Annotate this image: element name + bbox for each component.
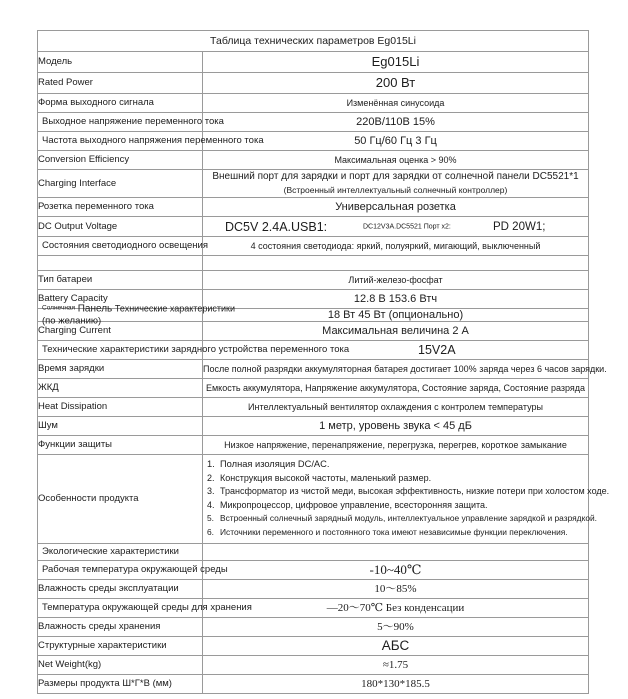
row-value-charging-current: Максимальная величина 2 А bbox=[203, 322, 589, 341]
row-label-storage-humidity: Влажность среды хранения bbox=[38, 617, 203, 636]
ac-charger-value: 15V2A bbox=[418, 343, 456, 357]
table-row bbox=[38, 579, 589, 598]
row-label-led-states-text: Состояния светодиодного освещения bbox=[42, 240, 209, 251]
row-label-storage-temperature bbox=[38, 598, 252, 617]
row-label-solar-panel-text bbox=[42, 303, 235, 328]
row-label-heat-dissipation: Heat Dissipation bbox=[38, 398, 203, 417]
row-value-conversion-efficiency: Максимальная оценка > 90% bbox=[203, 151, 589, 170]
feature-text: Полная изоляция DC/AC. bbox=[220, 459, 330, 469]
feature-number: 3. bbox=[207, 486, 215, 497]
row-label-conversion-efficiency: Conversion Efficiency bbox=[38, 151, 203, 170]
row-value-led-states: 4 состояния светодиода: яркий, полуяркий, мигающий, выключенный bbox=[203, 237, 589, 256]
row-label-lcd: ЖКД bbox=[38, 379, 203, 398]
solar-label-part2: Панель bbox=[77, 303, 113, 315]
list-item bbox=[205, 526, 588, 540]
table-row bbox=[38, 132, 589, 151]
row-value-lcd: Емкость аккумулятора, Напряжение аккумулятора, Состояние заряда, Состояние разряда bbox=[203, 379, 589, 398]
row-value-charging-time: После полной разрядки аккумуляторная батарея достигает 100% заряда через 6 часов зарядки. bbox=[203, 360, 589, 379]
row-label-dc-output-voltage: DC Output Voltage bbox=[38, 217, 203, 237]
feature-number: 5. bbox=[207, 513, 214, 524]
table-row bbox=[38, 217, 589, 237]
row-value-solar-panel: 18 Вт 45 Вт (опционально) bbox=[203, 309, 589, 322]
row-value-ac-frequency: 50 Гц/60 Гц 3 Гц bbox=[203, 132, 589, 151]
row-label-operating-temperature bbox=[38, 560, 228, 579]
feature-number: 2. bbox=[207, 472, 215, 483]
row-label-ac-charger-spec bbox=[38, 341, 350, 360]
solar-label-part3: Технические характеристики bbox=[114, 303, 235, 314]
row-value-noise: 1 метр, уровень звука < 45 дБ bbox=[203, 417, 589, 436]
row-value-heat-dissipation: Интеллектуальный вентилятор охлаждения с контролем температуры bbox=[203, 398, 589, 417]
table-title: Таблица технических параметров Eg015Li bbox=[38, 31, 589, 52]
row-value-structure: АБС bbox=[203, 636, 589, 655]
table-row bbox=[38, 436, 589, 455]
table-row bbox=[38, 94, 589, 113]
row-value-dimensions: 180*130*185.5 bbox=[203, 674, 589, 693]
row-value-battery-capacity: 12.8 В 153.6 Втч bbox=[203, 290, 589, 309]
table-row bbox=[38, 73, 589, 94]
row-value-product-features bbox=[203, 455, 610, 544]
row-label-ac-charger-spec-text: Технические характеристики зарядного устройства переменного тока bbox=[42, 344, 350, 355]
spacer-cell-right bbox=[203, 256, 589, 271]
spacer-cell-left bbox=[38, 256, 203, 271]
dc-output-pd: PD 20W1; bbox=[493, 220, 546, 233]
table-row bbox=[38, 151, 589, 170]
list-item bbox=[205, 472, 588, 486]
table-row bbox=[38, 198, 589, 217]
table-row bbox=[38, 271, 589, 290]
row-value-storage-temperature: —20～70℃ Без конденсации bbox=[203, 598, 589, 617]
row-label-ac-output-voltage-text: Выходное напряжение переменного тока bbox=[42, 116, 224, 127]
row-value-ac-socket: Универсальная розетка bbox=[203, 198, 589, 217]
solar-label-part4: (по желанию) bbox=[42, 315, 102, 327]
row-label-storage-temperature-text: Температура окружающей среды для хранения bbox=[42, 601, 252, 613]
row-label-ac-frequency-text: Частота выходного напряжения переменного тока bbox=[42, 135, 264, 146]
feature-number: 1. bbox=[207, 459, 215, 469]
table-row bbox=[38, 360, 589, 379]
row-label-charging-current: Charging Current bbox=[38, 322, 203, 341]
row-label-charging-interface: Charging Interface bbox=[38, 170, 203, 198]
table-row bbox=[38, 674, 589, 693]
row-value-dc-output-voltage bbox=[203, 217, 589, 237]
row-value-protection: Низкое напряжение, перенапряжение, перегрузка, перегрев, короткое замыкание bbox=[203, 436, 589, 455]
row-label-waveform: Форма выходного сигнала bbox=[38, 94, 203, 113]
section-spacer-row bbox=[38, 256, 589, 271]
row-label-led-states bbox=[38, 237, 209, 256]
row-label-environmental-section bbox=[38, 543, 203, 560]
product-features-list bbox=[203, 455, 610, 543]
table-row-section-header bbox=[38, 543, 589, 560]
list-item bbox=[205, 485, 610, 499]
table-row bbox=[38, 598, 589, 617]
table-row-product-features bbox=[38, 455, 589, 544]
table-row bbox=[38, 237, 589, 256]
row-label-battery-type: Тип батареи bbox=[38, 271, 203, 290]
list-item bbox=[205, 512, 597, 526]
row-label-product-features: Особенности продукта bbox=[38, 455, 203, 544]
table-row bbox=[38, 379, 589, 398]
row-value-model: Eg015Li bbox=[203, 52, 589, 73]
table-row bbox=[38, 309, 589, 322]
charging-interface-line2: (Встроенный интеллектуальный солнечный контроллер) bbox=[283, 185, 508, 195]
row-value-charging-interface bbox=[203, 170, 589, 198]
row-label-ac-output-voltage bbox=[38, 113, 224, 132]
table-row bbox=[38, 113, 589, 132]
table-row bbox=[38, 560, 589, 579]
row-label-protection: Функции защиты bbox=[38, 436, 203, 455]
row-label-operating-humidity: Влажность среды эксплуатации bbox=[38, 579, 203, 598]
table-row bbox=[38, 341, 589, 360]
row-value-waveform: Изменённая синусоида bbox=[203, 94, 589, 113]
spec-table-container bbox=[37, 30, 610, 694]
row-value-operating-humidity: 10～85% bbox=[203, 579, 589, 598]
row-label-solar-panel bbox=[38, 303, 235, 327]
feature-number: 4. bbox=[207, 499, 215, 510]
list-item bbox=[205, 499, 588, 513]
row-label-structure: Структурные характеристики bbox=[38, 636, 203, 655]
table-row bbox=[38, 398, 589, 417]
table-row bbox=[38, 617, 589, 636]
feature-text: Трансформатор из чистой меди, высокая эффективность, низкие потери при холостом ходе. bbox=[220, 486, 610, 497]
row-value-operating-temperature: -10~40℃ bbox=[203, 560, 589, 579]
solar-label-part1: Солнечная bbox=[42, 304, 76, 312]
row-label-model: Модель bbox=[38, 52, 203, 73]
table-row bbox=[38, 52, 589, 73]
feature-number: 6. bbox=[207, 526, 214, 537]
row-value-environmental-section bbox=[203, 543, 589, 560]
dc-output-dc5521: DC12V3A.DC5521 Порт x2: bbox=[363, 223, 451, 230]
feature-text: Встроенный солнечный зарядный модуль, интеллектуальное управление зарядкой и разрядкой. bbox=[220, 513, 597, 524]
dc-output-usb1: DC5V 2.4A.USB1: bbox=[225, 219, 328, 234]
row-label-rated-power: Rated Power bbox=[38, 73, 203, 94]
row-label-ac-socket: Розетка переменного тока bbox=[38, 198, 203, 217]
row-value-net-weight: ≈1.75 bbox=[203, 655, 589, 674]
feature-text: Конструкция высокой частоты, маленький размер. bbox=[220, 472, 432, 483]
row-label-operating-temperature-text: Рабочая температура окружающей среды bbox=[42, 563, 228, 575]
row-value-storage-humidity: 5～90% bbox=[203, 617, 589, 636]
technical-parameters-table bbox=[37, 30, 610, 694]
feature-text: Источники переменного и постоянного тока имеют независимые функции переключения. bbox=[220, 526, 568, 537]
row-label-noise: Шум bbox=[38, 417, 203, 436]
row-label-battery-capacity: Battery Capacity bbox=[38, 290, 203, 309]
table-title-row bbox=[38, 31, 589, 52]
row-value-rated-power: 200 Вт bbox=[203, 73, 589, 94]
table-row bbox=[38, 170, 589, 198]
list-item bbox=[205, 458, 588, 472]
table-row bbox=[38, 636, 589, 655]
row-label-charging-time: Время зарядки bbox=[38, 360, 203, 379]
row-label-ac-frequency bbox=[38, 132, 264, 151]
table-row bbox=[38, 655, 589, 674]
row-label-environmental-section-text: Экологические характеристики bbox=[42, 545, 179, 557]
row-value-battery-type: Литий-железо-фосфат bbox=[203, 271, 589, 290]
feature-text: Микропроцессор, цифровое управление, всесторонняя защита. bbox=[220, 499, 488, 510]
table-row bbox=[38, 417, 589, 436]
row-label-dimensions: Размеры продукта Ш*Г*В (мм) bbox=[38, 674, 203, 693]
charging-interface-line1: Внешний порт для зарядки и порт для зарядки от солнечной панели DC5521*1 bbox=[212, 171, 579, 182]
row-label-net-weight: Net Weight(kg) bbox=[38, 655, 203, 674]
row-value-ac-output-voltage: 220В/110В 15% bbox=[203, 113, 589, 132]
